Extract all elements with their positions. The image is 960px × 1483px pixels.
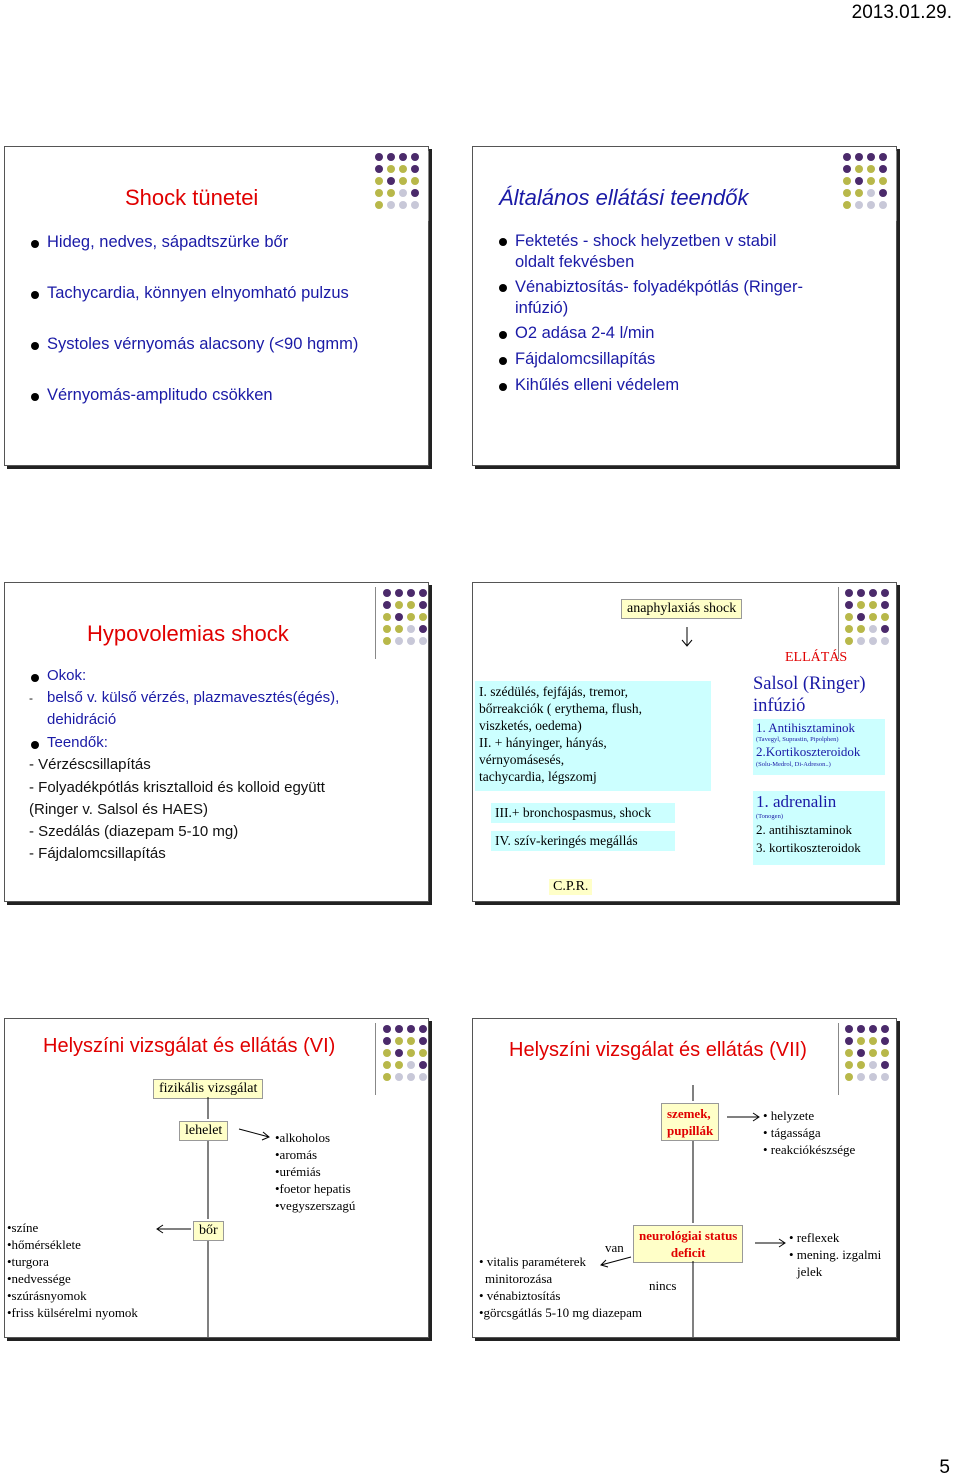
list-item: • helyzete — [763, 1108, 815, 1123]
decorative-dots — [375, 153, 427, 215]
decorative-dot — [879, 201, 887, 209]
cause-line: belső v. külső vérzés, plazmavesztés(égés), — [47, 689, 340, 706]
teendok-label: Teendők: — [47, 734, 108, 751]
decorative-dot — [845, 637, 853, 645]
box-small: (Solu-Medrol, Di-Adreson..) — [756, 761, 831, 768]
decorative-dot — [399, 201, 407, 209]
divider-line — [896, 151, 897, 221]
decorative-dot — [881, 625, 889, 633]
stage-line: tachycardia, légszomj — [479, 769, 597, 784]
left-list — [479, 1253, 642, 1321]
list-item: jelek — [797, 1264, 823, 1279]
decorative-dot — [845, 601, 853, 609]
header-date: 2013.01.29. — [851, 2, 952, 23]
cause-line: dehidráció — [47, 711, 117, 728]
list-item: •turgora — [7, 1254, 49, 1269]
box-line: 1. adrenalin — [756, 792, 837, 811]
list-item: •szúrásnyomok — [7, 1288, 87, 1303]
slide-title: Helyszíni vizsgálat és ellátás (VII) — [509, 1039, 807, 1061]
decorative-dot — [857, 625, 865, 633]
decorative-dot — [867, 189, 875, 197]
decorative-dot — [383, 625, 391, 633]
decorative-dot — [395, 589, 403, 597]
decorative-dot — [869, 637, 877, 645]
bor-list — [7, 1219, 138, 1321]
decorative-dot — [383, 637, 391, 645]
list-item: •nedvessége — [7, 1271, 71, 1286]
decorative-dot — [855, 153, 863, 161]
slide-title: Shock tünetei — [125, 185, 259, 210]
decorative-dot — [395, 625, 403, 633]
decorative-dot — [855, 189, 863, 197]
list-item: minitorozása — [485, 1271, 553, 1286]
decorative-dot — [857, 601, 865, 609]
decorative-dot — [375, 189, 383, 197]
decorative-dot — [843, 201, 851, 209]
bullet-item: Systoles vérnyomás alacsony (<90 hgmm) — [47, 335, 359, 353]
list-item: •aromás — [275, 1147, 318, 1162]
decorative-dot — [411, 189, 419, 197]
decorative-dot — [399, 153, 407, 161]
decorative-dot — [879, 165, 887, 173]
decorative-dot — [387, 201, 395, 209]
teendo-line: - Fájdalomcsillapítás — [29, 845, 166, 862]
decorative-dot — [375, 165, 383, 173]
van-label: van — [605, 1240, 624, 1255]
salsol-line: Salsol (Ringer) — [753, 674, 866, 694]
decorative-dot — [857, 589, 865, 597]
lehelet-list — [275, 1129, 355, 1214]
bullet-line: Fektetés - shock helyzetben v stabil — [515, 232, 777, 250]
decorative-dot — [407, 613, 415, 621]
decorative-dot — [879, 189, 887, 197]
bullet-line: oldalt fekvésben — [515, 253, 635, 271]
box-line: szemek, — [667, 1106, 711, 1121]
decorative-dot — [867, 165, 875, 173]
decorative-dot — [375, 177, 383, 185]
list-item: •görcsgátlás 5-10 mg diazepam — [479, 1305, 643, 1320]
decorative-dot — [411, 165, 419, 173]
slide-title: Általános ellátási teendők — [499, 185, 749, 210]
decorative-dot — [869, 613, 877, 621]
lehelet-box: lehelet — [179, 1121, 228, 1141]
decorative-dot — [857, 613, 865, 621]
ellatas-title: ELLÁTÁS — [785, 650, 848, 665]
decorative-dot — [857, 637, 865, 645]
decorative-dot — [869, 589, 877, 597]
decorative-dot — [843, 153, 851, 161]
slide-title: Hypovolemias shock — [87, 621, 289, 646]
teendo-line: (Ringer v. Salsol és HAES) — [29, 801, 208, 818]
decorative-dot — [855, 201, 863, 209]
decorative-dot — [395, 613, 403, 621]
decorative-dot — [407, 589, 415, 597]
list-item: •hőmérséklete — [7, 1237, 81, 1252]
decorative-dot — [411, 153, 419, 161]
decorative-dot — [855, 177, 863, 185]
box-line: neurológiai status — [639, 1228, 738, 1243]
decorative-dot — [869, 625, 877, 633]
decorative-dot — [845, 613, 853, 621]
bor-box: bőr — [193, 1221, 224, 1241]
decorative-dot — [399, 165, 407, 173]
decorative-dot — [881, 613, 889, 621]
box-line: 3. kortikoszteroidok — [756, 840, 861, 855]
decorative-dot — [867, 177, 875, 185]
decorative-dot — [387, 189, 395, 197]
divider-line — [428, 151, 429, 221]
decorative-dot — [845, 589, 853, 597]
decorative-dot — [411, 177, 419, 185]
bullet-item: O2 adása 2-4 l/min — [515, 324, 655, 342]
antihisztamin-box — [753, 719, 885, 775]
list-item: •urémiás — [275, 1164, 321, 1179]
decorative-dot — [395, 637, 403, 645]
list-item: •foetor hepatis — [275, 1181, 351, 1196]
box-small: (Tavegyl, Suprastin, Pipolphen) — [756, 736, 839, 743]
box-line: 2. antihisztaminok — [756, 822, 853, 837]
decorative-dot — [855, 165, 863, 173]
slide-anaphylaxias-shock — [472, 582, 897, 902]
bullet-line: Vénabiztosítás- folyadékpótlás (Ringer- — [515, 278, 803, 296]
decorative-dot — [407, 601, 415, 609]
decorative-dot — [395, 601, 403, 609]
slide-helyszini-vizsgalat-vi — [4, 1018, 429, 1338]
nincs-label: nincs — [649, 1278, 677, 1293]
list-item: • tágassága — [763, 1125, 821, 1140]
decorative-dot — [879, 177, 887, 185]
slide-helyszini-vizsgalat-vii — [472, 1018, 897, 1338]
decorative-dot — [879, 153, 887, 161]
decorative-dot — [399, 189, 407, 197]
decorative-dot — [843, 177, 851, 185]
page-number: 5 — [939, 1457, 950, 1478]
box-line: deficit — [670, 1245, 706, 1260]
decorative-dot — [881, 601, 889, 609]
list-item: • vénabiztosítás — [479, 1288, 561, 1303]
list-item: •friss külsérelmi nyomok — [7, 1305, 138, 1320]
teendo-line: - Szedálás (diazepam 5-10 mg) — [29, 823, 239, 840]
decorative-dots — [845, 589, 897, 651]
stage3-box: III.+ bronchospasmus, shock — [491, 803, 675, 823]
decorative-dot — [419, 589, 427, 597]
bullet-item: Fájdalomcsillapítás — [515, 350, 656, 368]
decorative-dot — [881, 637, 889, 645]
decorative-dot — [843, 165, 851, 173]
list-item: •színe — [7, 1220, 39, 1235]
cause-dash: - — [29, 691, 33, 705]
list-item: •alkoholos — [275, 1130, 331, 1145]
list-item: •vegyszerszagú — [275, 1198, 356, 1213]
box-line: pupillák — [667, 1123, 714, 1138]
bullet-item — [515, 231, 776, 273]
bullet-item: Kihűlés elleni védelem — [515, 376, 680, 394]
anaphylaxias-box: anaphylaxiás shock — [621, 599, 742, 619]
stage-line: vérnyomásesés, — [479, 752, 565, 767]
fizikalis-box: fizikális vizsgálat — [153, 1079, 263, 1099]
slide-hypovolemias-shock — [4, 582, 429, 902]
bullet-item: Hideg, nedves, sápadtszürke bőr — [47, 233, 289, 251]
decorative-dot — [411, 201, 419, 209]
bullet-item: Tachycardia, könnyen elnyomható pulzus — [47, 284, 349, 302]
teendo-line: - Folyadékpótlás krisztalloid és kolloid együtt — [29, 779, 325, 796]
slide-title: Helyszíni vizsgálat és ellátás (VI) — [43, 1035, 336, 1057]
arrow-down-icon — [681, 627, 693, 649]
decorative-dot — [375, 201, 383, 209]
bullet-item: Vérnyomás-amplitudo csökken — [47, 386, 273, 404]
decorative-dot — [845, 625, 853, 633]
list-item: • reakciókészsége — [763, 1142, 856, 1157]
decorative-dot — [419, 613, 427, 621]
decorative-dot — [407, 625, 415, 633]
decorative-dots — [383, 589, 435, 651]
list-item: • vitalis paraméterek — [479, 1254, 587, 1269]
decorative-dot — [867, 201, 875, 209]
divider-line — [375, 587, 376, 659]
stage-line: bőrreakciók ( erythema, flush, — [479, 701, 643, 716]
decorative-dot — [387, 177, 395, 185]
decorative-dot — [383, 613, 391, 621]
decorative-dot — [869, 601, 877, 609]
box-line: 2.Kortikoszteroidok — [756, 744, 861, 759]
decorative-dot — [867, 153, 875, 161]
decorative-dot — [419, 625, 427, 633]
decorative-dot — [843, 189, 851, 197]
slide-altalanos-ellatas — [472, 146, 897, 466]
decorative-dots — [843, 153, 895, 215]
stage-line: viszketés, oedema) — [479, 718, 582, 733]
decorative-dot — [383, 601, 391, 609]
box-small: (Tonogen) — [756, 813, 783, 820]
box-line: 1. Antihisztaminok — [756, 720, 855, 735]
stage-line: II. + hányinger, hányás, — [479, 735, 607, 750]
bullet-item — [515, 277, 803, 319]
decorative-dot — [419, 637, 427, 645]
stage-line: I. szédülés, fejfájás, tremor, — [479, 684, 629, 699]
bullet-line: infúzió) — [515, 299, 569, 317]
list-item: • mening. izgalmi — [789, 1247, 882, 1262]
list-item: • reflexek — [789, 1230, 840, 1245]
teendo-line: - Vérzéscsillapítás — [29, 756, 151, 773]
decorative-dot — [387, 165, 395, 173]
okok-label: Okok: — [47, 667, 87, 684]
adrenalin-box — [753, 791, 885, 865]
slide-shock-tunetei — [4, 146, 429, 466]
decorative-dot — [419, 601, 427, 609]
decorative-dot — [383, 589, 391, 597]
cpr-box: C.P.R. — [549, 879, 592, 895]
salsol-line: infúzió — [753, 696, 806, 716]
decorative-dot — [387, 153, 395, 161]
decorative-dot — [375, 153, 383, 161]
stages-box — [475, 681, 711, 791]
decorative-dot — [881, 589, 889, 597]
decorative-dot — [407, 637, 415, 645]
stage4-box: IV. szív-keringés megállás — [491, 831, 675, 851]
decorative-dot — [399, 177, 407, 185]
